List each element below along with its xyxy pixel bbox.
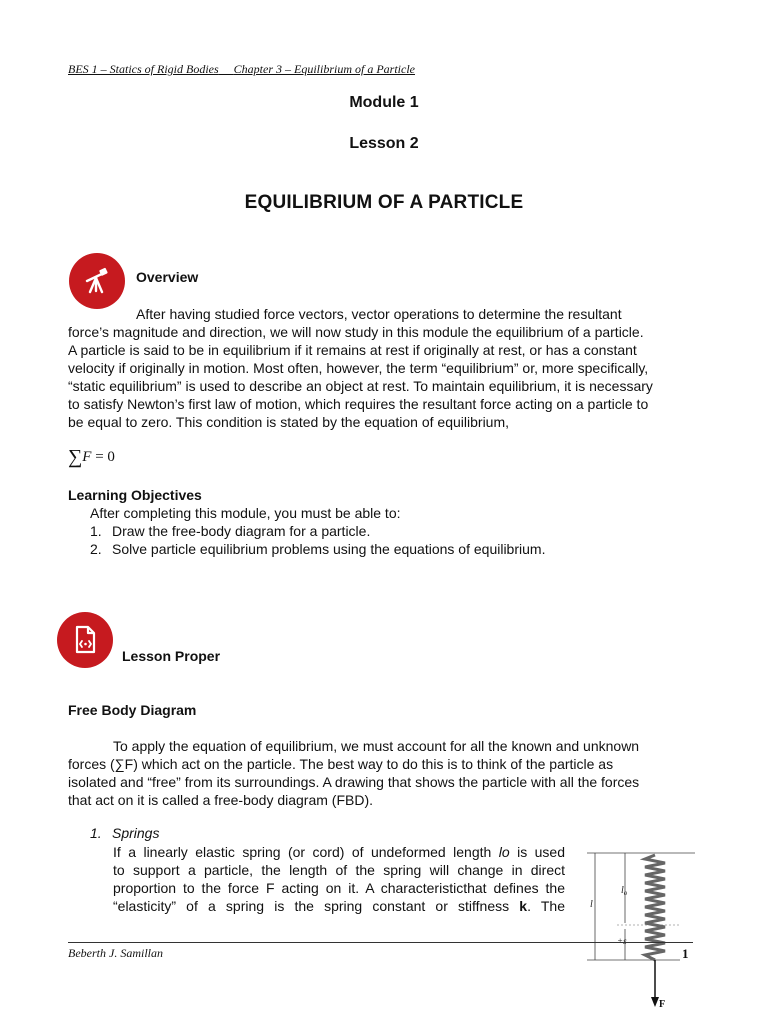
lesson-title: Lesson 2 <box>349 135 419 152</box>
lo-label: $l_o$ <box>621 885 628 897</box>
springs-line: “elasticity” of a spring is the spring constant or stiffness k. The <box>113 898 566 914</box>
s-label: +s <box>617 936 627 946</box>
overview-line: “static equilibrium” is used to describe an object at rest. To maintain equilibrium, it is necessary <box>68 378 653 394</box>
force-label: F <box>659 999 666 1010</box>
fbd-paragraph <box>68 737 699 809</box>
springs-paragraph <box>113 843 565 915</box>
header-course: BES 1 – Statics of Rigid Bodies <box>68 62 219 76</box>
equation-variable: F <box>82 449 92 465</box>
list-item: 1. Draw the free-body diagram for a particle. <box>90 523 371 539</box>
overview-line: force’s magnitude and direction, we will now study in this module the equilibrium of a particle. <box>68 324 644 340</box>
l-label: l <box>590 899 593 910</box>
fbd-line: To apply the equation of equilibrium, we must account for all the known and unknown <box>113 738 640 754</box>
overview-line: After having studied force vectors, vector operations to determine the resultant <box>136 306 622 322</box>
overview-paragraph <box>68 305 699 431</box>
equilibrium-equation <box>68 446 115 469</box>
lesson-proper-badge <box>57 612 113 668</box>
overview-badge <box>69 253 125 309</box>
header-chapter: Chapter 3 – Equilibrium of a Particle <box>233 62 415 76</box>
overview-heading: Overview <box>136 269 199 285</box>
fbd-line: that act on it is called a free-body diagram (FBD). <box>68 792 374 808</box>
page-number: 1 <box>682 946 689 961</box>
footer-rule <box>68 942 693 943</box>
footer-author: Beberth J. Samillan <box>68 946 163 960</box>
lesson-proper-heading: Lesson Proper <box>122 648 221 664</box>
equation-rest: = 0 <box>91 449 115 465</box>
overview-line: A particle is said to be in equilibrium if it remains at rest if originally at rest, or has a constant <box>68 342 637 358</box>
fbd-line: forces (∑F) which act on the particle. The best way to do this is to think of the particle as <box>68 756 614 772</box>
springs-line: to support a particle, the length of the spring will change in direct <box>113 862 565 878</box>
objectives-list <box>90 504 545 558</box>
page-title: EQUILIBRIUM OF A PARTICLE <box>244 192 524 213</box>
springs-heading: 1. Springs <box>90 825 160 841</box>
telescope-icon <box>80 264 114 298</box>
list-item: 2. Solve particle equilibrium problems using the equations of equilibrium. <box>90 541 546 557</box>
sum-symbol: ∑ <box>68 446 83 468</box>
spring-diagram <box>585 845 705 1015</box>
code-file-icon <box>70 624 100 656</box>
fbd-line: isolated and “free” from its surroundings. A drawing that shows the particle with all the forces <box>68 774 640 790</box>
module-title: Module 1 <box>349 94 419 111</box>
objectives-intro: After completing this module, you must be able to: <box>90 505 401 521</box>
objectives-heading: Learning Objectives <box>68 487 202 503</box>
spring-coil <box>645 855 665 960</box>
running-header <box>68 62 415 77</box>
springs-line: proportion to the force F acting on it. A characteristicthat defines the <box>113 880 565 896</box>
force-arrowhead <box>651 997 659 1007</box>
springs-line: If a linearly elastic spring (or cord) of undeformed length lo is used <box>113 844 566 860</box>
overview-line: to satisfy Newton’s first law of motion, which requires the resultant force acting on a particle to <box>68 396 649 412</box>
overview-line: velocity if originally in motion. Most often, however, the term “equilibrium” or, more specifically, <box>68 360 649 376</box>
fbd-heading: Free Body Diagram <box>68 702 197 718</box>
overview-line: be equal to zero. This condition is stated by the equation of equilibrium, <box>68 414 510 430</box>
